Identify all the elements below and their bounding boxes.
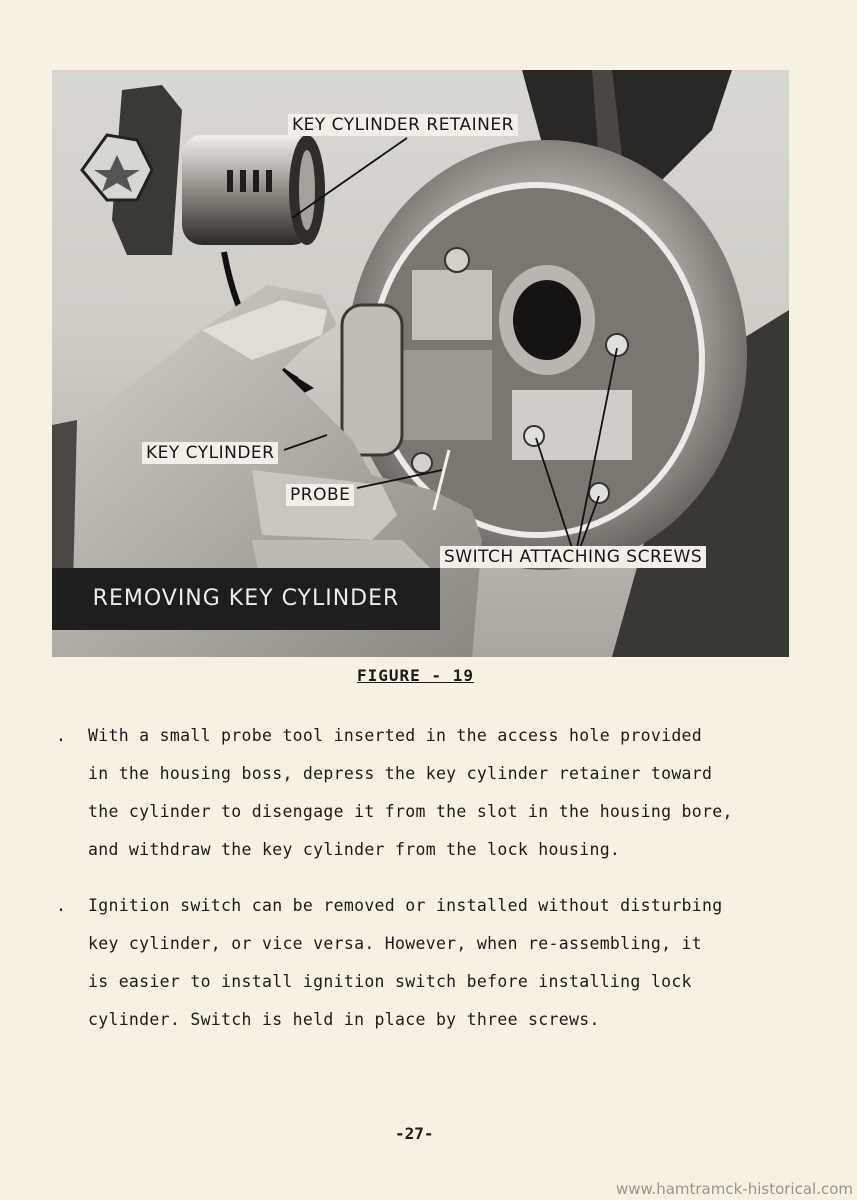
paragraph-2	[56, 887, 816, 1039]
paragraph-line: key cylinder, or vice versa. However, when re-assembling, it	[88, 934, 703, 953]
paragraph-line: in the housing boss, depress the key cylinder retainer toward	[88, 764, 713, 783]
screw-icon	[524, 426, 544, 446]
paragraph-1	[56, 717, 816, 869]
switch-attaching-screws-label: SWITCH ATTACHING SCREWS	[440, 546, 706, 568]
bullet: .	[56, 726, 67, 745]
watermark: www.hamtramck-historical.com	[616, 1180, 853, 1198]
page-number: -27-	[395, 1124, 434, 1143]
key-cylinder-part	[82, 85, 325, 255]
figure-banner: REMOVING KEY CYLINDER	[52, 568, 440, 630]
paragraph-line: the cylinder to disengage it from the slot in the housing bore,	[88, 802, 733, 821]
paragraph-line: With a small probe tool inserted in the access hole provided	[88, 726, 703, 745]
key-cylinder-label: KEY CYLINDER	[142, 442, 278, 464]
screw-icon	[606, 334, 628, 356]
figure-photo	[52, 70, 789, 657]
probe-label: PROBE	[286, 484, 354, 506]
screw-icon	[589, 483, 609, 503]
key-cylinder-retainer-label: KEY CYLINDER RETAINER	[288, 114, 518, 136]
figure-caption: FIGURE - 19	[357, 666, 474, 685]
paragraph-line: is easier to install ignition switch before installing lock	[88, 972, 692, 991]
paragraph-line: Ignition switch can be removed or installed without disturbing	[88, 896, 723, 915]
paragraph-line: cylinder. Switch is held in place by three screws.	[88, 1010, 600, 1029]
bullet: .	[56, 896, 67, 915]
paragraph-line: and withdraw the key cylinder from the lock housing.	[88, 840, 621, 859]
